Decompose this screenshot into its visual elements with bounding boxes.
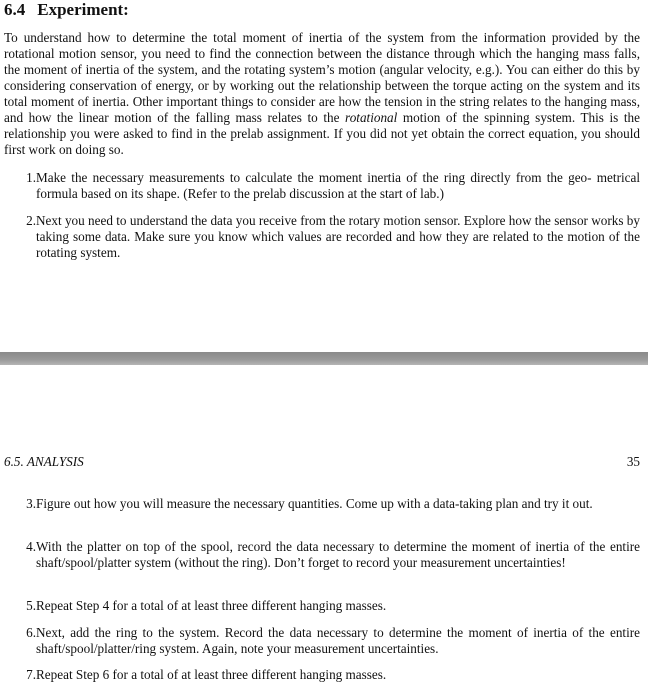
step-text: Make the necessary measurements to calculate the moment inertia of the ring directly from the geo- metrical formula based on its shape. (Refer to the prelab discussion at the start of lab.)	[36, 170, 640, 201]
page-separator	[0, 352, 648, 365]
step-number: 7.	[26, 667, 36, 682]
step-number: 2.	[26, 213, 36, 228]
step-number: 4.	[26, 539, 36, 554]
step-text: Repeat Step 6 for a total of at least three different hanging masses.	[36, 667, 387, 682]
step-number: 3.	[26, 496, 36, 511]
step-text: Next you need to understand the data you receive from the rotary motion sensor. Explore how the sensor works by taking some data. Make sure you know which values are recorded and how they are related to the motion of the rotating system.	[36, 213, 640, 260]
intro-paragraph	[4, 30, 640, 158]
step-number: 5.	[26, 598, 36, 613]
running-head: 6.5. ANALYSIS	[4, 454, 84, 469]
step-text: Figure out how you will measure the necessary quantities. Come up with a data-taking plan and try it out.	[36, 496, 593, 511]
intro-text-part-1: To understand how to determine the total moment of inertia of the system from the information provided by the rotational motion sensor, you need to find the connection between the distance through which the hanging mass falls, the moment of inertia of the system, and the rotating system’s motion (angular velocity, e.g.). You can either do this by considering conservation of energy, or by working out the relationship between the torque acting on the system and its total moment of inertia. Other important things to consider are how the tension in the string relates to the hanging mass, and how the linear motion of the falling mass relates to the	[4, 30, 640, 125]
step-text: Repeat Step 4 for a total of at least three different hanging masses.	[36, 598, 387, 613]
step-text: Next, add the ring to the system. Record the data necessary to determine the moment of inertia of the entire shaft/spool/platter/ring system. Again, note your measurement uncertainties.	[36, 625, 640, 656]
section-title: Experiment:	[37, 0, 129, 19]
page-number: 35	[626, 454, 640, 469]
section-number: 6.4	[4, 0, 26, 19]
step-number: 6.	[26, 625, 36, 640]
section-heading	[4, 0, 129, 20]
step-text: With the platter on top of the spool, record the data necessary to determine the moment of inertia of the entire shaft/spool/platter system (without the ring). Don’t forget to record your measurement uncertainties!	[36, 539, 640, 570]
intro-text-part-2: motion of the spinning system. This is the relationship you were asked to find in the prelab assignment. If you did not yet obtain the correct equation, you should first work on doing so.	[4, 110, 641, 157]
step-number: 1.	[26, 170, 36, 185]
intro-italic-word: rotational	[345, 110, 398, 125]
